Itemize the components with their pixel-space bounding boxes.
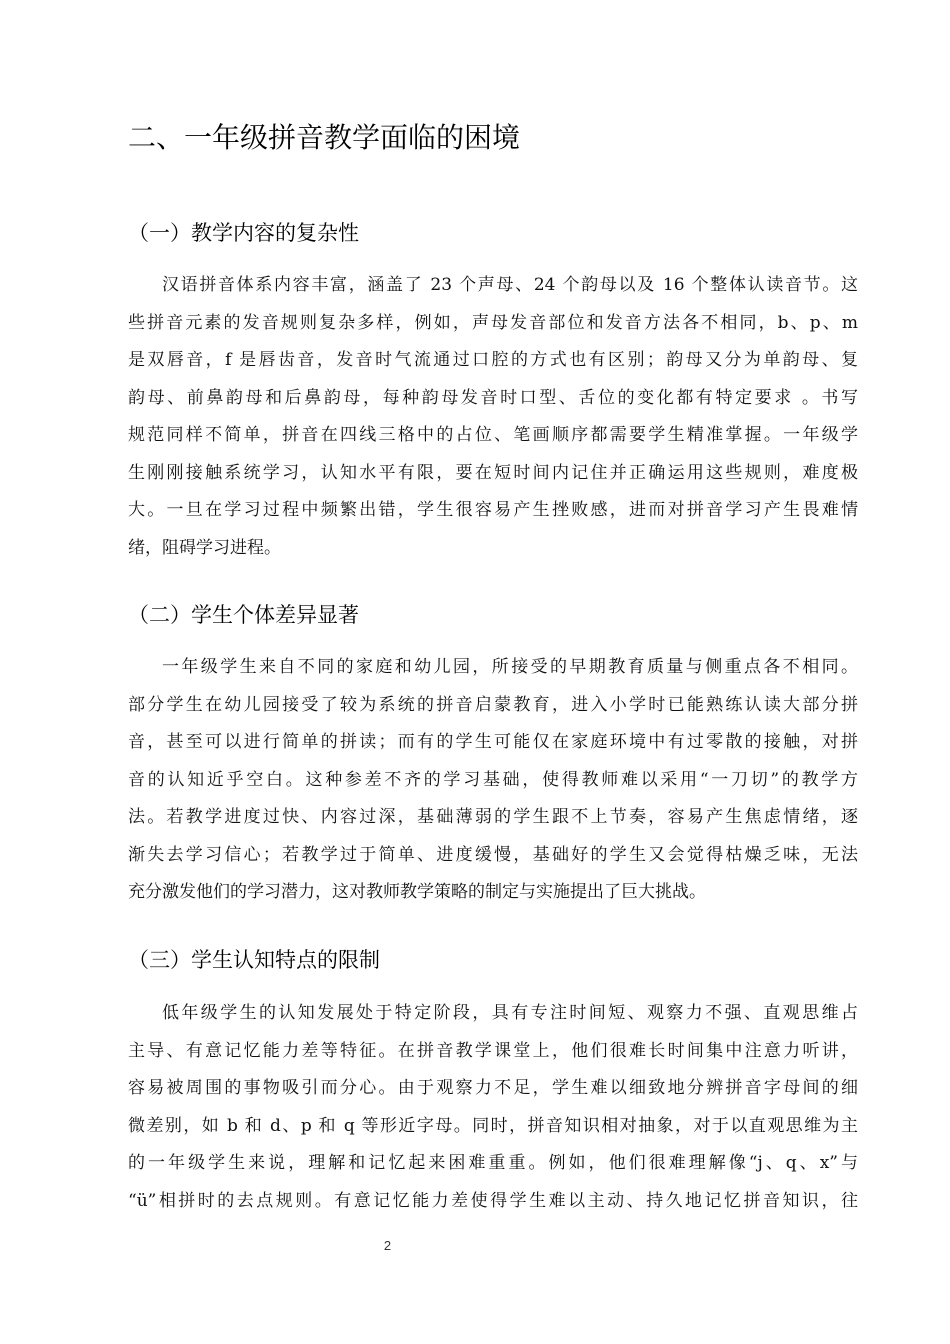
text-line: 音的认知近乎空白。这种参差不齐的学习基础，使得教师难以采用“一刀切”的教学方 — [128, 769, 858, 790]
text-line: 的一年级学生来说，理解和记忆起来困难重重。例如，他们很难理解像“j、q、x”与 — [128, 1153, 858, 1173]
text-line: 主导、有意记忆能力差等特征。在拼音教学课堂上，他们很难长时间集中注意力听讲， — [128, 1040, 858, 1061]
text-line: 充分激发他们的学习潜力，这对教师教学策略的制定与实施提出了巨大挑战。 — [128, 882, 706, 902]
text-line: 低年级学生的认知发展处于特定阶段，具有专注时间短、观察力不强、直观思维占 — [162, 1003, 858, 1023]
text-line: 是双唇音，f 是唇齿音，发音时气流通过口腔的方式也有区别；韵母又分为单韵母、复 — [128, 350, 858, 370]
text-line: 生刚刚接触系统学习，认知水平有限，要在短时间内记住并正确运用这些规则，难度极 — [128, 462, 858, 483]
section-title-1: （一）教学内容的复杂性 — [128, 221, 359, 245]
section-body-3 — [128, 995, 858, 1220]
text-line: 容易被周围的事物吸引而分心。由于观察力不足，学生难以细致地分辨拼音字母间的细 — [128, 1078, 858, 1098]
section-body-1 — [128, 267, 858, 567]
text-line: 规范同样不简单，拼音在四线三格中的占位、笔画顺序都需要学生精准掌握。一年级学 — [128, 425, 858, 445]
text-line: 大。一旦在学习过程中频繁出错，学生很容易产生挫败感，进而对拼音学习产生畏难情 — [128, 500, 858, 520]
text-line: 韵母、前鼻韵母和后鼻韵母，每种韵母发音时口型、舌位的变化都有特定要求 。书写 — [128, 387, 858, 408]
text-line: “ü”相拼时的去点规则。有意记忆能力差使得学生难以主动、持久地记忆拼音知识，往 — [128, 1190, 858, 1211]
text-line: 汉语拼音体系内容丰富，涵盖了 23 个声母、24 个韵母以及 16 个整体认读音节。这 — [162, 275, 858, 295]
chapter-heading: 二、一年级拼音教学面临的困境 — [128, 121, 521, 154]
text-line: 些拼音元素的发音规则复杂多样，例如，声母发音部位和发音方法各不相同，b、p、m — [128, 312, 858, 333]
text-line: 渐失去学习信心；若教学过于简单、进度缓慢，基础好的学生又会觉得枯燥乏味，无法 — [128, 844, 858, 865]
text-line: 音，甚至可以进行简单的拼读；而有的学生可能仅在家庭环境中有过零散的接触，对拼 — [128, 732, 858, 752]
text-line: 部分学生在幼儿园接受了较为系统的拼音启蒙教育，进入小学时已能熟练认读大部分拼 — [128, 694, 858, 715]
text-line: 微差别，如 b 和 d、p 和 q 等形近字母。同时，拼音知识相对抽象，对于以直观思维为主 — [128, 1115, 858, 1136]
text-line: 一年级学生来自不同的家庭和幼儿园，所接受的早期教育质量与侧重点各不相同。 — [162, 657, 858, 677]
section-title-2: （二）学生个体差异显著 — [128, 603, 359, 627]
text-line: 绪，阻碍学习进程。 — [128, 537, 281, 558]
section-title-3: （三）学生认知特点的限制 — [128, 948, 380, 972]
page-number: 2 — [383, 1238, 392, 1253]
section-body-2 — [128, 649, 858, 912]
text-line: 法。若教学进度过快、内容过深，基础薄弱的学生跟不上节奏，容易产生焦虑情绪，逐 — [128, 807, 858, 827]
